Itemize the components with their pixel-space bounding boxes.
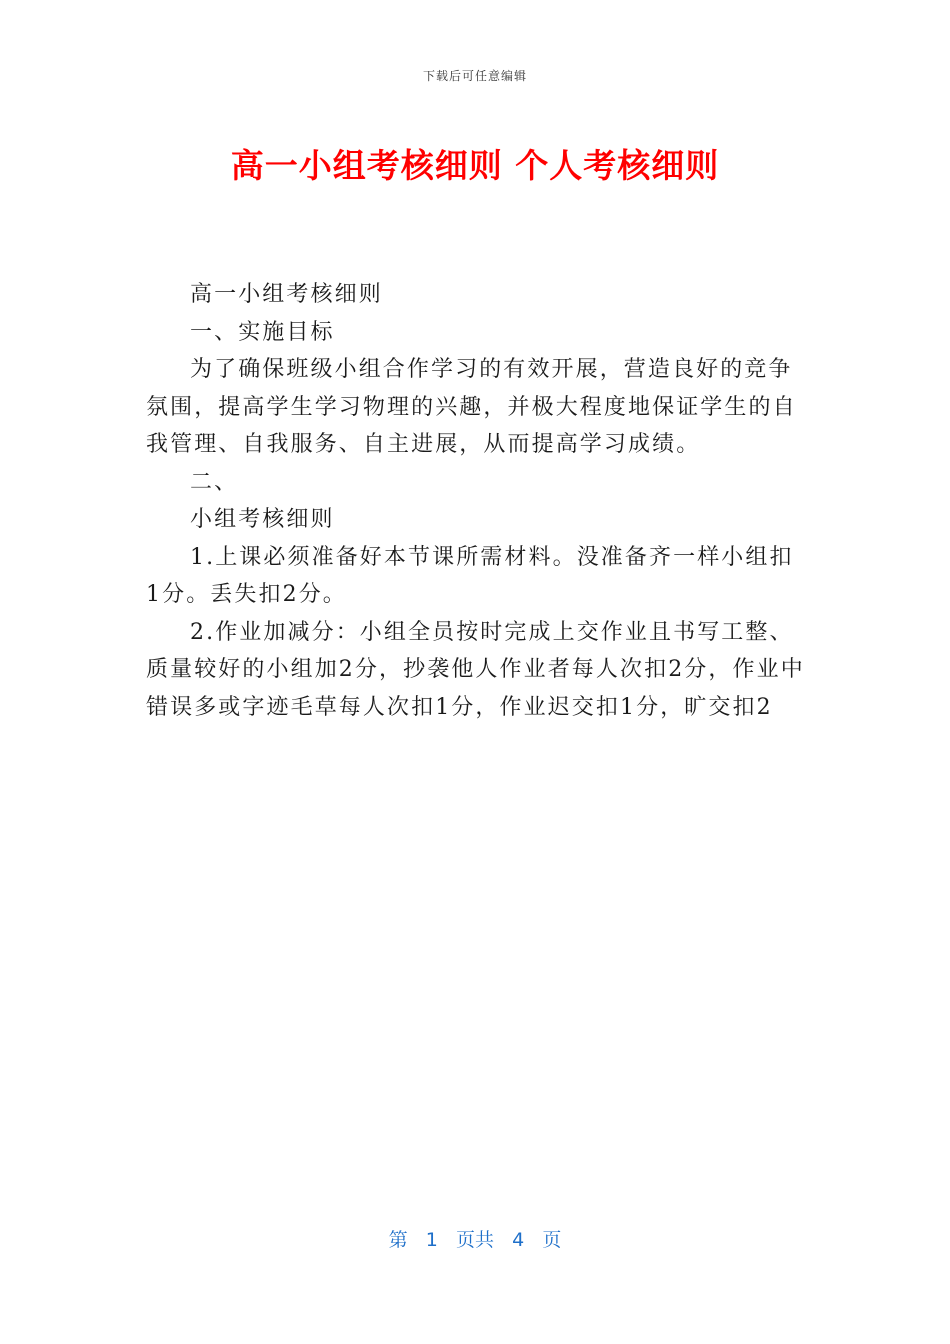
paragraph-rules-title: 小组考核细则 <box>190 507 335 532</box>
page-label-mid: 页共 <box>455 1229 494 1251</box>
page-label-post: 页 <box>542 1229 562 1251</box>
document-title: 高一小组考核细则 个人考核细则 <box>230 146 720 185</box>
page-total: 4 <box>512 1229 525 1251</box>
document-body <box>146 276 806 726</box>
paragraph-rule-1: 1.上课必须准备好本节课所需材料。没准备齐一样小组扣1分。丢失扣2分。 <box>146 544 794 607</box>
paragraph-heading-goal: 一、实施目标 <box>190 319 335 345</box>
page-label-pre: 第 <box>388 1229 408 1251</box>
header-note: 下载后可任意编辑 <box>422 69 527 83</box>
page-footer <box>0 1225 950 1252</box>
paragraph-rule-2: 2.作业加减分：小组全员按时完成上交作业且书写工整、质量较好的小组加2分，抄袭他人作业者每人次扣2分，作业中错误多或字迹毛草每人次扣1分，作业迟交扣1分，旷交扣2 <box>146 619 805 720</box>
page-current: 1 <box>425 1229 438 1251</box>
paragraph-goal-text: 为了确保班级小组合作学习的有效开展，营造良好的竞争氛围，提高学生学习物理的兴趣，并极大程度地保证学生的自我管理、自我服务、自主进展，从而提高学习成绩。 <box>146 357 797 457</box>
paragraph-heading-two: 二、 <box>190 469 239 495</box>
paragraph-section-title: 高一小组考核细则 <box>190 282 383 307</box>
